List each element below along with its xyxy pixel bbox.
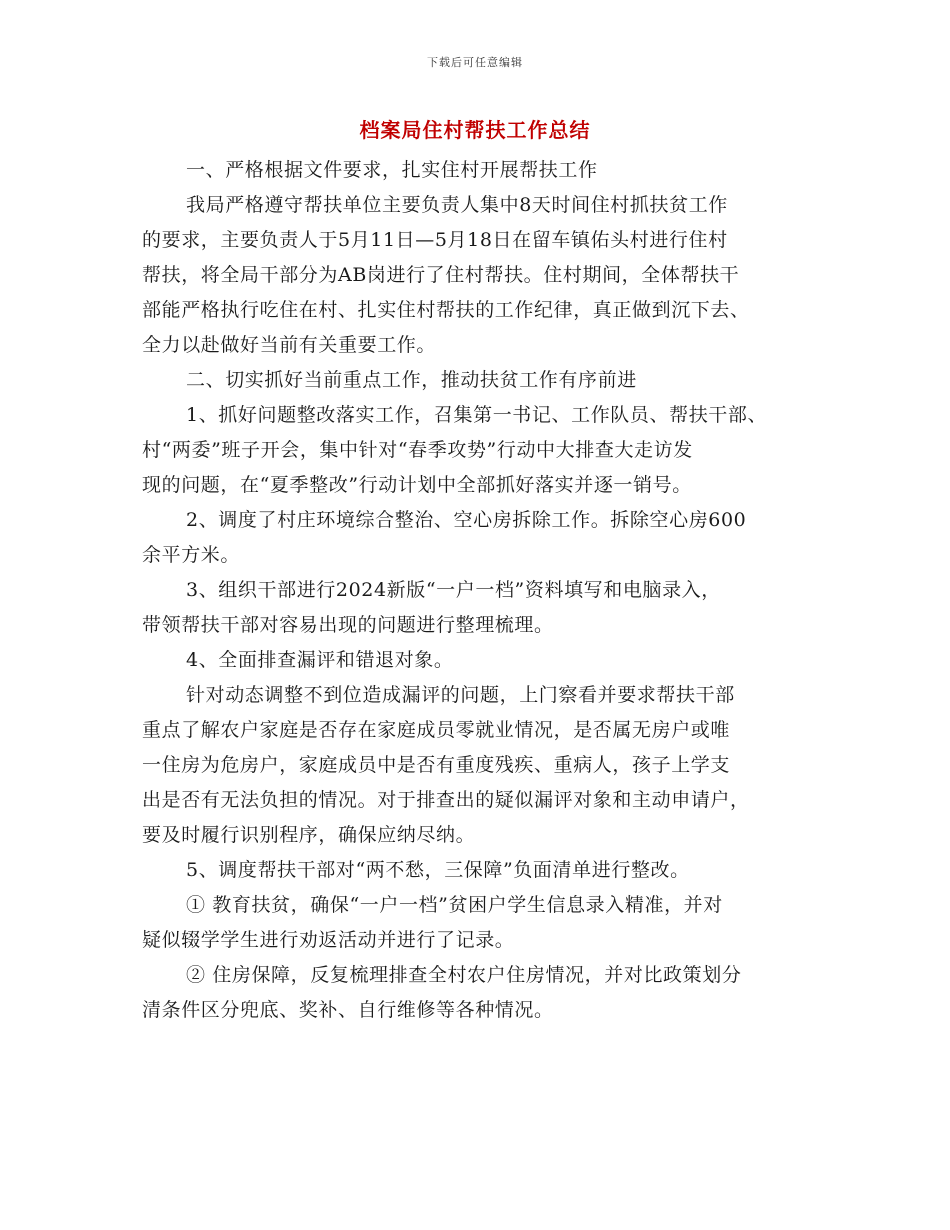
body-line: 3、组织干部进行2024新版“一户一档”资料填写和电脑录入， <box>186 579 721 601</box>
body-line: 疑似辍学学生进行劝返活动并进行了记录。 <box>142 929 515 951</box>
body-line: 2、调度了村庄环境综合整治、空心房拆除工作。拆除空心房600 <box>186 509 747 531</box>
header-note: 下载后可任意编辑 <box>427 56 523 69</box>
body-line: 的要求，主要负责人于5月11日—5月18日在留车镇佑头村进行住村 <box>142 229 728 251</box>
body-line: 1、抓好问题整改落实工作，召集第一书记、工作队员、帮扶干部、 <box>186 404 768 426</box>
body-line: 余平方米。 <box>142 544 241 566</box>
body-line: 5、调度帮扶干部对“两不愁，三保障”负面清单进行整改。 <box>186 859 690 881</box>
body-line: 一、严格根据文件要求，扎实住村开展帮扶工作 <box>186 159 598 181</box>
body-line: 清条件区分兜底、奖补、自行维修等各种情况。 <box>142 999 554 1021</box>
body-line: 全力以赴做好当前有关重要工作。 <box>142 334 437 356</box>
body-line: 部能严格执行吃住在村、扎实住村帮扶的工作纪律，真正做到沉下去、 <box>142 299 750 321</box>
body-line: ① 教育扶贫，确保“一户一档”贫困户学生信息录入精准，并对 <box>186 894 723 916</box>
body-line: 针对动态调整不到位造成漏评的问题，上门察看并要求帮扶干部 <box>186 684 735 706</box>
body-line: 一住房为危房户，家庭成员中是否有重度残疾、重病人，孩子上学支 <box>142 754 731 776</box>
body-line: ② 住房保障，反复梳理排查全村农户住房情况，并对比政策划分 <box>186 964 742 986</box>
body-line: 重点了解农户家庭是否存在家庭成员零就业情况，是否属无房户或唯 <box>142 719 731 741</box>
body-line: 出是否有无法负担的情况。对于排查出的疑似漏评对象和主动申请户， <box>142 789 750 811</box>
body-line: 村“两委”班子开会，集中针对“春季攻势”行动中大排查大走访发 <box>142 439 693 461</box>
body-line: 要及时履行识别程序，确保应纳尽纳。 <box>142 824 476 846</box>
body-line: 帮扶，将全局干部分为AB岗进行了住村帮扶。住村期间，全体帮扶干 <box>142 264 740 286</box>
body-line: 4、全面排查漏评和错退对象。 <box>186 649 454 671</box>
body-line: 现的问题，在“夏季整改”行动计划中全部抓好落实并逐一销号。 <box>142 474 692 496</box>
document-title: 档案局住村帮扶工作总结 <box>359 118 591 142</box>
document-body <box>142 153 832 1028</box>
body-line: 带领帮扶干部对容易出现的问题进行整理梳理。 <box>142 614 554 636</box>
body-line: 我局严格遵守帮扶单位主要负责人集中8天时间住村抓扶贫工作 <box>186 194 728 216</box>
body-line: 二、切实抓好当前重点工作，推动扶贫工作有序前进 <box>186 369 637 391</box>
